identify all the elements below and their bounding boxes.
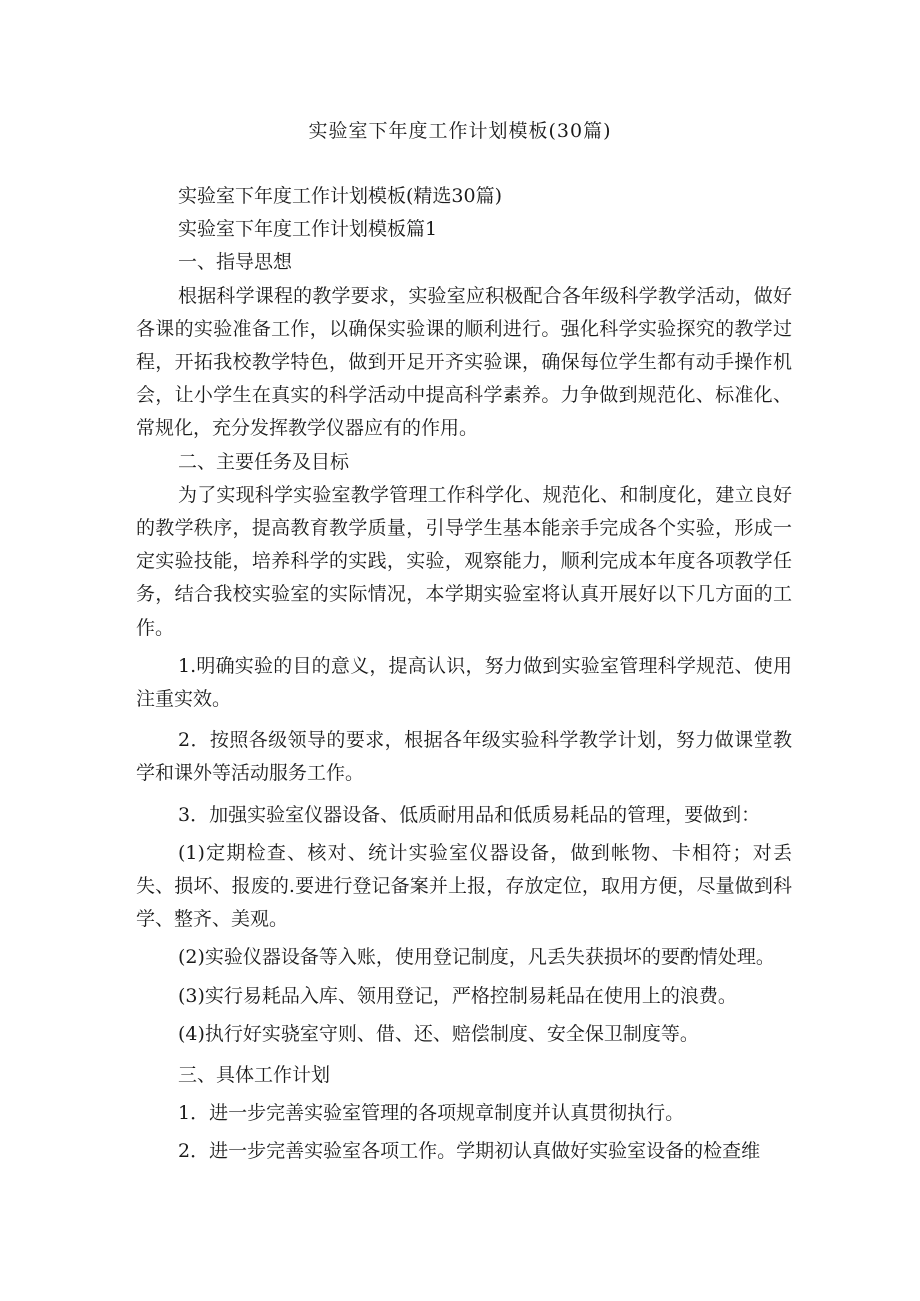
sub-item-4: (4)执行好实骁室守则、借、还、赔偿制度、安全保卫制度等。 [178, 1022, 699, 1045]
body-paragraph: 根据科学课程的教学要求，实验室应积极配合各年级科学教学活动，做好各课的实验准备工作，以确保实验课的顺利进行。强化科学实验探究的教学过程，开拓我校教学特色，做到开足开齐实验课，确保每位学生都有动手操作机会，让小学生在真实的科学活动中提高科学素养。力争做到规范化、标准化、常规化，充分发挥教学仪器应有的作用。 [136, 284, 792, 440]
body-paragraph: 为了实现科学实验室教学管理工作科学化、规范化、和制度化，建立良好的教学秩序，提高教育教学质量，引导学生基本能亲手完成各个实验，形成一定实验技能，培养科学的实践，实验，观察能力，顺利完成本年度各项教学任务，结合我校实验室的实际情况，本学期实验室将认真开展好以下几方面的工作。 [136, 483, 792, 639]
section-heading-chapter-1: 实验室下年度工作计划模板篇1 [178, 218, 438, 241]
list-item-2: 2．按照各级领导的要求，根据各年级实验科学教学计划，努力做课堂教学和课外等活动服务工作。 [136, 729, 792, 785]
section-heading-guiding-ideas: 一、指导思想 [178, 251, 293, 274]
document-body [136, 180, 792, 1169]
sub-item-1: (1)定期检查、核对、统计实验室仪器设备，做到帐物、卡相符；对丢失、损坏、报废的.要进行登记备案并上报，存放定位，取用方便，尽量做到科学、整齐、美观。 [136, 841, 792, 931]
plan-item-1: 1．进一步完善实验室管理的各项规章制度并认真贯彻执行。 [178, 1102, 685, 1125]
section-heading-work-plan: 三、具体工作计划 [178, 1064, 331, 1087]
section-heading-tasks-goals: 二、主要任务及目标 [178, 450, 350, 473]
list-item-1: 1.明确实验的目的意义，提高认识，努力做到实验室管理科学规范、使用注重实效。 [136, 654, 792, 711]
subtitle-paragraph: 实验室下年度工作计划模板(精选30篇) [178, 185, 503, 207]
sub-item-3: (3)实行易耗品入库、领用登记，严格控制易耗品在使用上的浪费。 [178, 984, 737, 1007]
document-title: 实验室下年度工作计划模板(30篇) [308, 120, 612, 142]
sub-item-2: (2)实验仪器设备等入账，使用登记制度，凡丢失获损坏的要酌情处理。 [178, 946, 775, 969]
plan-item-2: 2．进一步完善实验室各项工作。学期初认真做好实验室设备的检查维 [178, 1140, 761, 1163]
list-item-3: 3．加强实验室仪器设备、低质耐用品和低质易耗品的管理，要做到： [178, 803, 761, 826]
